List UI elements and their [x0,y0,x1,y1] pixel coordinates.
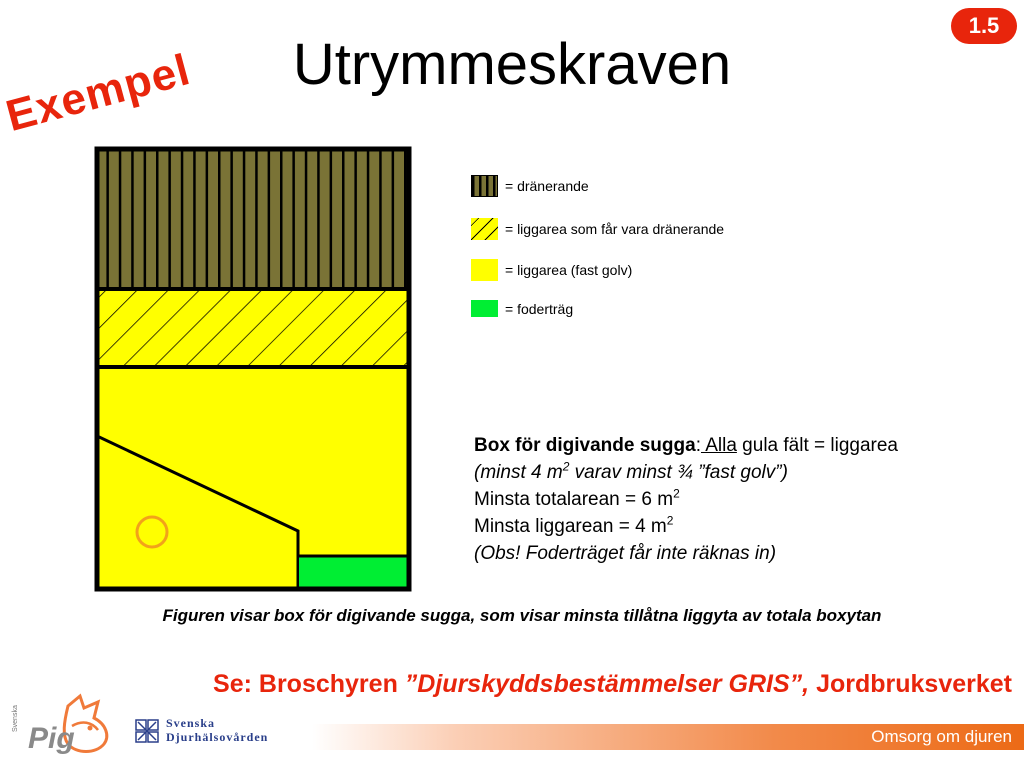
requirements-line-5: (Obs! Foderträget får inte räknas in) [474,543,777,564]
drainable-lying-area [97,289,409,367]
figure-caption: Figuren visar box för digivande sugga, som visar minsta tillåtna liggyta av totala boxytan [162,606,882,625]
footer-text: Omsorg om djuren [871,727,1012,746]
legend-item-trough [471,300,573,317]
green-swatch [471,300,498,317]
drainage-swatch [471,175,498,197]
box-heading: Box för digivande sugga [474,435,696,456]
svenska-pig-logo: Svenska Pig [10,692,128,767]
legend-item-lying [471,259,632,281]
yellow-swatch [471,259,498,281]
svenska-djurhalsovarden-logo: Svenska Djurhälsovården [134,716,268,744]
page-title: Utrymmeskraven [292,32,732,97]
brochure-title: ”Djurskyddsbestämmelser GRIS”, [404,670,810,698]
feed-trough [299,556,409,589]
sds-emblem-icon [134,716,160,744]
example-stamp: Exempel [1,45,196,142]
slide-number-badge: 1.5 [951,8,1017,44]
requirements-line-3: Minsta totalarean = 6 $m^2$ [474,486,680,510]
footer-bar [312,724,1024,750]
legend-item-drainable-lying [471,218,724,240]
pen-diagram [94,146,412,592]
legend-label: = liggarea som får vara dränerande [505,221,725,237]
requirements-text [474,432,898,567]
reference-line: Se: Broschyren ”Djurskyddsbestämmelser GRIS”, Jordbruksverket [213,670,1012,698]
requirements-line-2: (minst 4 $m^2$ varav minst ¾ ”fast golv”) [474,459,788,483]
legend-label: = foderträg [505,300,574,317]
alla-text: Alla [700,435,737,456]
legend-item-drainage [471,175,589,197]
requirements-line-1: Box för digivande sugga: Alla gula fält = liggarea [474,435,898,456]
legend-label: = liggarea (fast golv) [505,262,633,278]
legend-label: = dränerande [505,178,589,194]
drainage-area [97,149,409,289]
requirements-line-4: Minsta liggarean = 4 $m^2$ [474,513,674,537]
hatched-swatch [471,218,498,240]
